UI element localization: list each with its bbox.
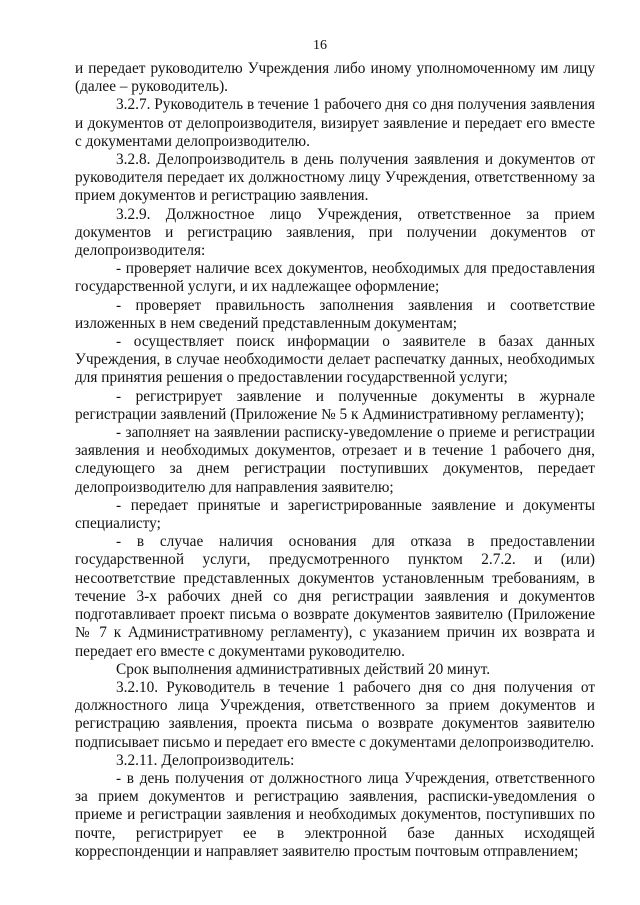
paragraph: - передает принятые и зарегистрированные заявление и документы специалисту; (75, 496, 595, 533)
document-body (75, 60, 595, 861)
paragraph: - заполняет на заявлении расписку-уведомление о приеме и регистрации заявления и необходимых документов, отрезает и в течение 1 рабочего дня, следующего за днем регистрации поступивших документов, передает делопроизводителю для направления заявителю; (75, 424, 595, 496)
paragraph: - в день получения от должностного лица Учреждения, ответственного за прием документов и регистрацию заявления, расписки-уведомления о приеме и регистрации заявления и необходимых документов, поступивших по почте, регистрирует ее в электронной базе данных исходящей корреспонденции и направляет заявителю простым почтовым отправлением; (75, 769, 595, 860)
page-number: 16 (313, 38, 327, 53)
paragraph: и передает руководителю Учреждения либо иному уполномоченному им лицу (далее – руководитель). (75, 60, 595, 96)
paragraph: - регистрирует заявление и полученные документы в журнале регистрации заявлений (Приложение № 5 к Административному регламенту); (75, 387, 595, 423)
paragraph: 3.2.7. Руководитель в течение 1 рабочего дня со дня получения заявления и документов от делопроизводителя, визирует заявление и передает его вместе с документами делопроизводителю. (75, 96, 595, 150)
paragraph: - в случае наличия основания для отказа в предоставлении государственной услуги, предусмотренного пунктом 2.7.2. и (или) несоответствие представленных документов установленным требованиям, в течение 3-х рабочих дней со дня регистрации заявления и документов подготавливает проект письма о возврате документов заявителю (Приложение № 7 к Административному регламенту), с указанием причин их возврата и передает его вместе с документами руководителю. (75, 533, 595, 660)
paragraph: - осуществляет поиск информации о заявителе в базах данных Учреждения, в случае необходимости делает распечатку данных, необходимых для принятия решения о предоставлении государственной услуги; (75, 333, 595, 387)
paragraph: - проверяет наличие всех документов, необходимых для предоставления государственной услуги, и их надлежащее оформление; (75, 260, 595, 296)
paragraph: - проверяет правильность заполнения заявления и соответствие изложенных в нем сведений представленным документам; (75, 296, 595, 332)
paragraph: 3.2.9. Должностное лицо Учреждения, ответственное за прием документов и регистрацию заявления, при получении документов от делопроизводителя: (75, 205, 595, 260)
paragraph: 3.2.10. Руководитель в течение 1 рабочего дня со дня получения от должностного лица Учреждения, ответственного за прием документов и регистрацию заявления, проекта письма о возврате документов заявителю подписывает письмо и передает его вместе с документами делопроизводителю. (75, 678, 595, 751)
paragraph: Срок выполнения административных действий 20 минут. (116, 660, 491, 678)
paragraph: 3.2.11. Делопроизводитель: (116, 751, 295, 769)
paragraph: 3.2.8. Делопроизводитель в день получения заявления и документов от руководителя передает их должностному лицу Учреждения, ответственному за прием документов и регистрацию заявления. (75, 151, 595, 205)
